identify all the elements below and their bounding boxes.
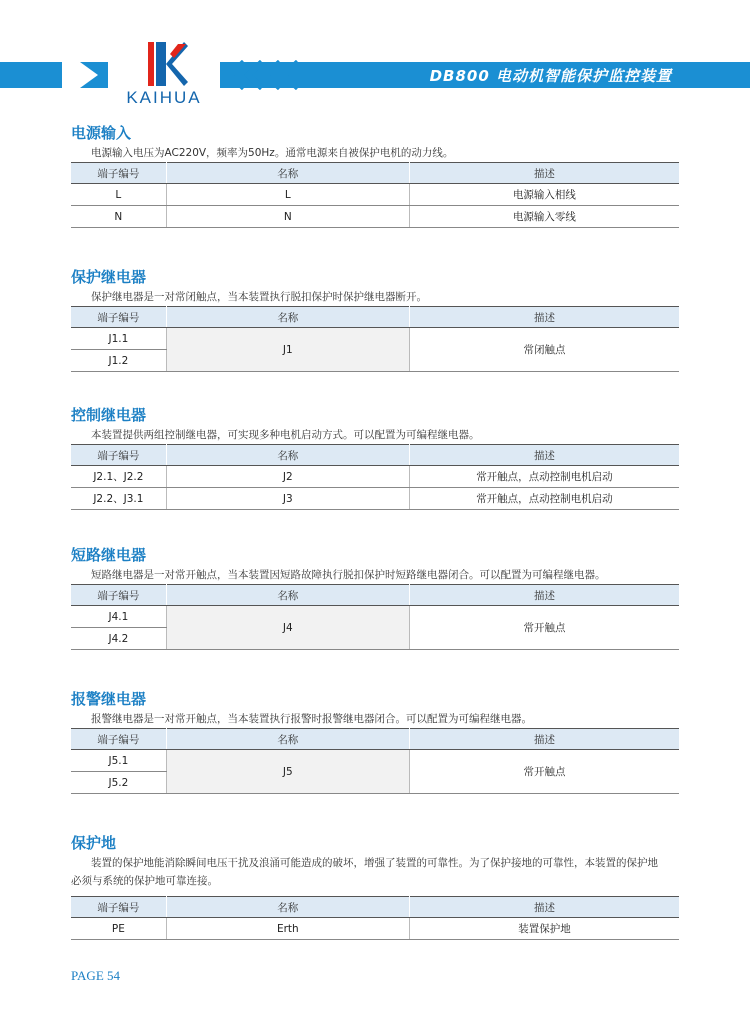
section-title: 电源输入 [71,124,132,142]
header-description: 描述 [409,307,679,328]
header-terminal: 端子编号 [71,307,166,328]
cell-terminal: J1.2 [71,350,166,372]
table-row [71,184,679,206]
table-row [71,606,679,628]
cell-name: Erth [166,918,409,940]
table-row [71,206,679,228]
section-title: 控制继电器 [71,406,147,424]
page-number: PAGE 54 [71,968,121,983]
section-protective-earth [71,832,679,940]
cell-description: 电源输入相线 [409,184,679,206]
terminal-table [71,444,679,510]
table-header-row [71,307,679,328]
table-header-row [71,163,679,184]
cell-description: 装置保护地 [409,918,679,940]
terminal-table [71,728,679,794]
table-row [71,918,679,940]
header-description: 描述 [409,163,679,184]
cell-name: J4 [166,606,409,650]
header-terminal: 端子编号 [71,445,166,466]
terminal-table [71,896,679,940]
terminal-table [71,162,679,228]
header-name: 名称 [166,729,409,750]
section-title: 保护地 [71,834,117,852]
header-description: 描述 [409,445,679,466]
cell-description: 常开触点，点动控制电机启动 [409,488,679,510]
section-description: 报警继电器是一对常开触点，当本装置执行报警时报警继电器闭合。可以配置为可编程继电器。 [91,713,532,725]
header-description: 描述 [409,585,679,606]
header-description: 描述 [409,897,679,918]
table-header-row [71,729,679,750]
cell-terminal: J1.1 [71,328,166,350]
header-name: 名称 [166,163,409,184]
header-terminal: 端子编号 [71,163,166,184]
table-row [71,466,679,488]
logo-text: KAIHUA [126,88,202,107]
cell-description: 常开触点 [409,606,679,650]
cell-terminal: J2.1、J2.2 [71,466,166,488]
cell-terminal: PE [71,918,166,940]
section-alarm-relay [71,688,679,794]
section-title: 短路继电器 [71,546,147,564]
header-left-arrow [62,62,102,88]
cell-name: J2 [166,466,409,488]
section-power-input [71,122,679,228]
terminal-table [71,306,679,372]
cell-description: 常闭触点 [409,328,679,372]
header-name: 名称 [166,307,409,328]
page-header [0,0,750,120]
header-name: 名称 [166,897,409,918]
header-name: 名称 [166,445,409,466]
header-name: 名称 [166,585,409,606]
cell-name: J1 [166,328,409,372]
table-row [71,750,679,772]
table-header-row [71,897,679,918]
kaihua-logo-icon [148,42,188,86]
document-title: DB800 电动机智能保护监控装置 [429,67,672,85]
chevron-arrows-icon [222,60,302,90]
cell-name: N [166,206,409,228]
header-description: 描述 [409,729,679,750]
table-row [71,488,679,510]
table-header-row [71,445,679,466]
section-description: 电源输入电压为AC220V，频率为50Hz。通常电源来自被保护电机的动力线。 [91,147,454,159]
cell-terminal: N [71,206,166,228]
section-protection-relay [71,266,679,372]
section-description: 保护继电器是一对常闭触点，当本装置执行脱扣保护时保护继电器断开。 [91,291,427,303]
cell-terminal: J5.1 [71,750,166,772]
cell-description: 电源输入零线 [409,206,679,228]
section-title: 报警继电器 [71,690,147,708]
section-description: 本装置提供两组控制继电器，可实现多种电机启动方式。可以配置为可编程继电器。 [91,429,480,441]
terminal-table [71,584,679,650]
section-short-circuit-relay [71,544,679,650]
table-row [71,328,679,350]
cell-name: J5 [166,750,409,794]
cell-terminal: J5.2 [71,772,166,794]
cell-terminal: J4.1 [71,606,166,628]
cell-description: 常开触点 [409,750,679,794]
cell-name: L [166,184,409,206]
header-terminal: 端子编号 [71,897,166,918]
section-description-line1: 装置的保护地能消除瞬间电压干扰及浪涌可能造成的破坏，增强了装置的可靠性。为了保护接地的可靠性，本装置的保护地 [91,857,658,869]
cell-terminal: L [71,184,166,206]
logo [108,34,220,116]
header-terminal: 端子编号 [71,729,166,750]
cell-description: 常开触点，点动控制电机启动 [409,466,679,488]
section-description-line2: 必须与系统的保护地可靠连接。 [71,875,218,887]
section-title: 保护继电器 [71,268,147,286]
section-description: 短路继电器是一对常开触点，当本装置因短路故障执行脱扣保护时短路继电器闭合。可以配置为可编程继电器。 [91,569,606,581]
cell-name: J3 [166,488,409,510]
table-header-row [71,585,679,606]
cell-terminal: J4.2 [71,628,166,650]
cell-terminal: J2.2、J3.1 [71,488,166,510]
section-control-relay [71,404,679,510]
header-terminal: 端子编号 [71,585,166,606]
